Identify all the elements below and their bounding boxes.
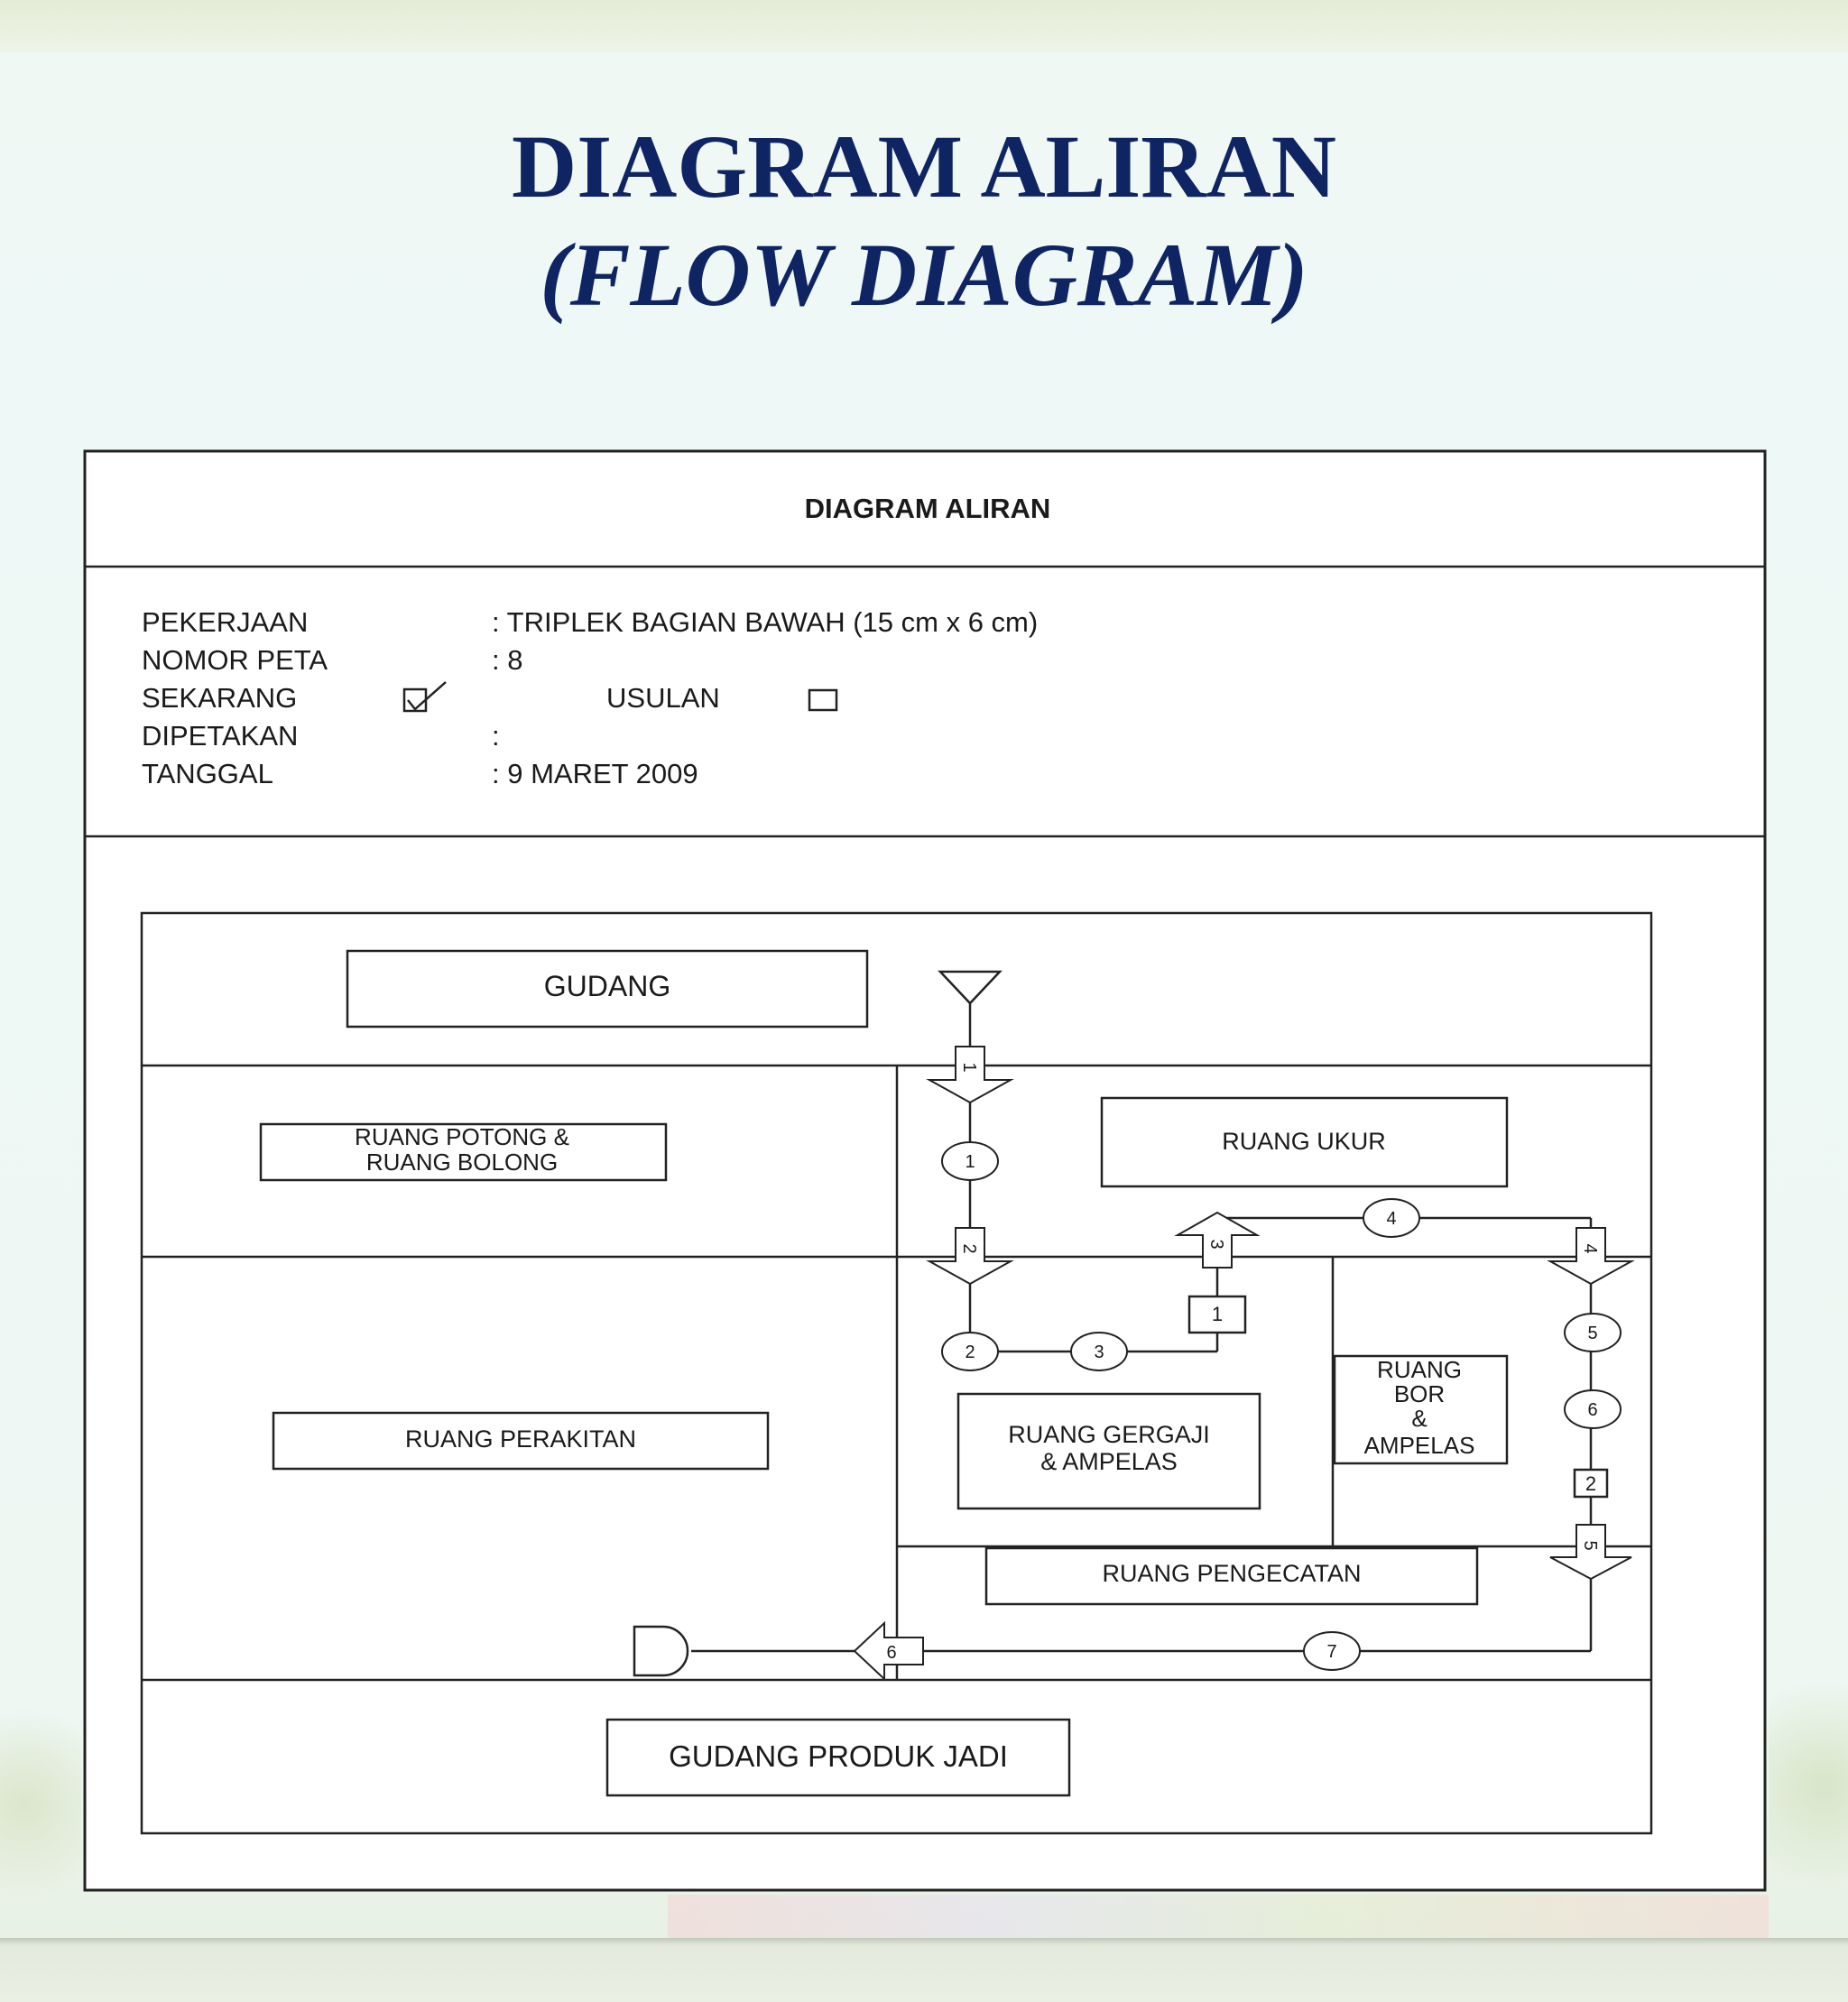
room-bor-label-4: AMPELAS — [1363, 1432, 1475, 1459]
label-dipetakan: DIPETAKAN — [142, 720, 299, 752]
room-bor-label-2: BOR — [1393, 1380, 1446, 1407]
room-gergaji-label-2: & AMPELAS — [1040, 1448, 1178, 1475]
operation-number-6: 6 — [1587, 1400, 1598, 1420]
value-nomor-peta: : 8 — [492, 644, 523, 676]
operation-number-5: 5 — [1587, 1324, 1598, 1343]
label-sekarang: SEKARANG — [142, 682, 298, 714]
slide-subtitle: (FLOW DIAGRAM) — [540, 225, 1308, 325]
inspection-number-2: 2 — [1585, 1472, 1597, 1495]
room-ukur-label: RUANG UKUR — [1222, 1128, 1386, 1155]
value-dipetakan: : — [492, 720, 500, 752]
room-produk-jadi-label: GUDANG PRODUK JADI — [669, 1739, 1008, 1773]
transport-number-3: 3 — [1206, 1239, 1226, 1250]
slide-title: DIAGRAM ALIRAN — [512, 116, 1336, 217]
room-bor-label-3: & — [1411, 1405, 1428, 1432]
inspection-number-1: 1 — [1211, 1303, 1224, 1325]
room-potong-label-2: RUANG BOLONG — [365, 1149, 559, 1176]
room-pengecatan-label: RUANG PENGECATAN — [1102, 1560, 1362, 1587]
operation-symbol-4 — [1363, 1199, 1419, 1237]
value-pekerjaan: : TRIPLEK BAGIAN BAWAH (15 cm x 6 cm) — [492, 606, 1039, 638]
operation-number-4: 4 — [1386, 1209, 1397, 1229]
room-bor-label-1: RUANG — [1377, 1356, 1462, 1383]
transport-number-5: 5 — [1580, 1540, 1600, 1551]
operation-number-2: 2 — [965, 1342, 975, 1362]
transport-number-1: 1 — [959, 1062, 979, 1073]
room-perakitan-label: RUANG PERAKITAN — [404, 1425, 637, 1453]
operation-symbol-5 — [1565, 1314, 1621, 1352]
operation-symbol-1 — [942, 1142, 998, 1180]
room-potong-label-1: RUANG POTONG & — [355, 1123, 569, 1150]
operation-number-1: 1 — [965, 1152, 975, 1172]
value-tanggal: : 9 MARET 2009 — [492, 758, 698, 789]
room-gudang-label: GUDANG — [543, 970, 671, 1002]
operation-symbol-2 — [942, 1333, 998, 1370]
transport-number-2: 2 — [959, 1243, 979, 1254]
transport-number-6: 6 — [886, 1643, 897, 1663]
label-pekerjaan: PEKERJAAN — [142, 606, 309, 638]
operation-symbol-3 — [1071, 1333, 1127, 1370]
label-nomor-peta: NOMOR PETA — [142, 644, 328, 676]
operation-number-3: 3 — [1094, 1342, 1104, 1362]
transport-number-4: 4 — [1580, 1243, 1600, 1254]
label-usulan: USULAN — [606, 682, 720, 714]
operation-symbol-7 — [1304, 1632, 1360, 1670]
label-tanggal: TANGGAL — [142, 758, 273, 789]
operation-number-7: 7 — [1326, 1642, 1337, 1662]
delay-symbol — [634, 1627, 688, 1675]
room-gergaji-label-1: RUANG GERGAJI — [1008, 1421, 1210, 1448]
inspection-symbol-2 — [1575, 1470, 1607, 1497]
inspection-symbol-1 — [1189, 1296, 1245, 1333]
operation-symbol-6 — [1565, 1390, 1621, 1428]
form-header: DIAGRAM ALIRAN — [804, 493, 1051, 524]
